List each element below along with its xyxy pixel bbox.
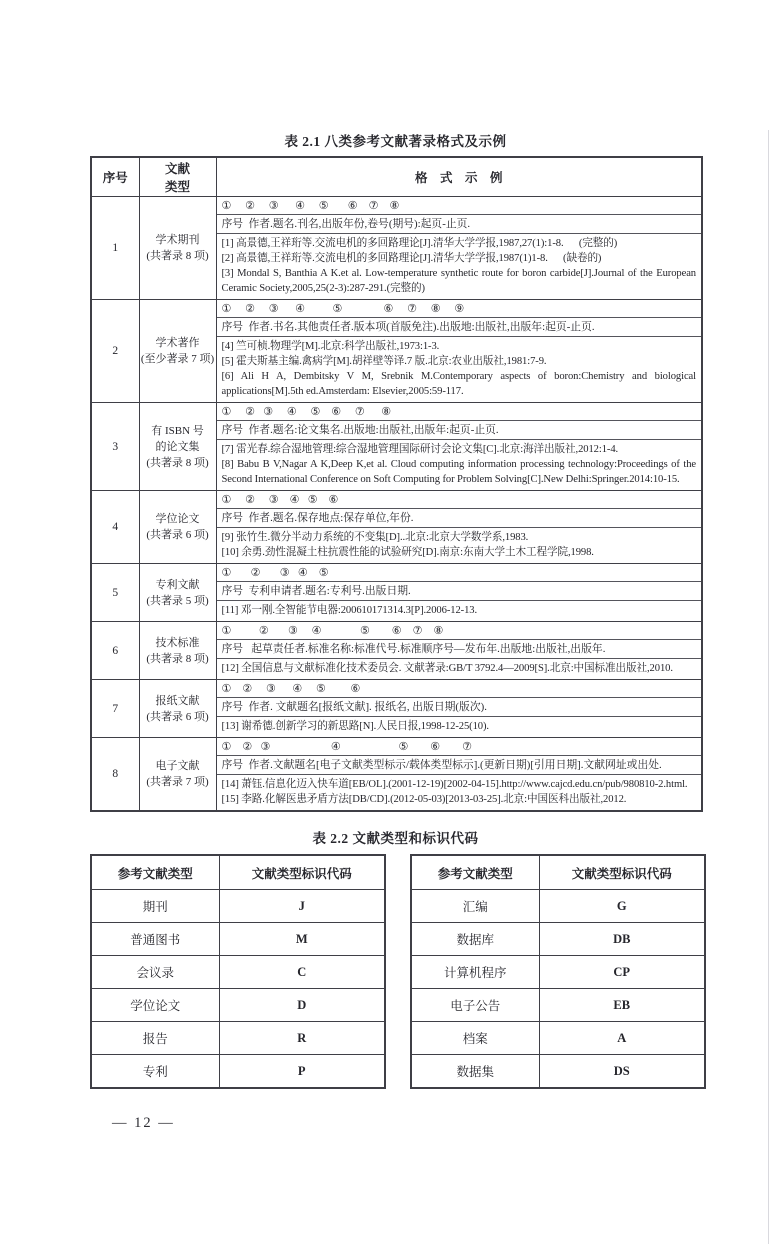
doc-type-line: (共著录 8 项) (146, 652, 209, 665)
row-seq-number: 8 (91, 738, 139, 812)
row-seq-number: 6 (91, 622, 139, 680)
table1-row (91, 680, 702, 738)
format-pattern: 序号 作者. 文献题名[报纸文献]. 报纸名, 出版日期(版次). (217, 698, 702, 717)
type-code-cell: A (539, 1022, 705, 1055)
doc-type-cell: 会议录 (91, 956, 219, 989)
table1-row (91, 738, 702, 812)
row-doc-type (139, 680, 216, 738)
doc-type-cell: 报告 (91, 1022, 219, 1055)
doc-type-line: 电子文献 (155, 760, 200, 772)
format-examples (217, 717, 702, 737)
doc-type-line: (共著录 5 项) (146, 594, 209, 607)
type-code-cell: C (219, 956, 385, 989)
doc-type-line: (共著录 6 项) (146, 529, 209, 541)
format-pattern: 序号 专利申请者.题名:专利号.出版日期. (217, 582, 702, 601)
table1-row (91, 622, 702, 680)
page-number: — 12 — (112, 1115, 175, 1131)
type-code-cell: G (539, 890, 705, 923)
doc-type-line: 有 ISBN 号 (151, 424, 204, 437)
doc-type-line: 学术期刊 (155, 234, 200, 246)
format-examples (217, 659, 702, 679)
table2-left-header-code: 文献类型标识代码 (219, 855, 385, 890)
type-code-cell: EB (539, 989, 705, 1022)
type-code-cell: P (219, 1055, 385, 1089)
doc-type-line: (共著录 6 项) (146, 710, 209, 723)
row-seq-number: 2 (91, 300, 139, 403)
example-line: [1] 高景德,王祥珩等.交流电机的多回路理论[J].清华大学学报,1987,27(1):1-8. (完整的) (221, 238, 618, 249)
row-format-cell (216, 680, 702, 738)
table2-right-header-code: 文献类型标识代码 (539, 855, 705, 890)
format-pattern: 序号 作者.题名:论文集名.出版地:出版社,出版年:起页-止页. (217, 421, 702, 440)
example-line: [5] 霍夫斯基主编.禽病学[M].胡祥壁等译.7 版.北京:农业出版社,1981:7-9. (221, 356, 547, 367)
document-page (0, 130, 776, 1244)
doc-type-line: (至少著录 7 项) (140, 353, 215, 365)
format-examples (217, 601, 702, 621)
type-code-cell: D (219, 989, 385, 1022)
doc-type-cell: 汇编 (411, 890, 539, 923)
example-line: [10] 余勇.劲性混凝土柱抗震性能的试验研究[D].南京:东南大学土木工程学院,1998. (221, 547, 594, 558)
format-pattern: 序号 作者.题名.保存地点:保存单位,年份. (217, 509, 702, 528)
format-examples (217, 337, 702, 402)
table1-header-format: 格 式 示 例 (216, 157, 702, 197)
table2-row (411, 1022, 705, 1055)
row-doc-type (139, 738, 216, 812)
field-number-marks: ① ② ③ ④ ⑤ ⑥ (217, 491, 702, 509)
table1-row (91, 300, 702, 403)
table2-row (91, 1055, 385, 1089)
row-format-cell (216, 491, 702, 564)
doc-type-line: (共著录 8 项) (146, 250, 209, 262)
table2-right-header-row (411, 855, 705, 890)
example-line: [7] 雷光春.综合湿地管理:综合湿地管理国际研讨会论文集[C].北京:海洋出版社,2012:1-4. (221, 444, 619, 455)
table2-row (91, 989, 385, 1022)
doc-type-cell: 电子公告 (411, 989, 539, 1022)
type-code-cell: DB (539, 923, 705, 956)
row-seq-number: 5 (91, 564, 139, 622)
row-doc-type (139, 300, 216, 403)
example-line: [12] 全国信息与文献标准化技术委员会. 文献著录:GB/T 3792.4—2009[S].北京:中国标准出版社,2010. (221, 663, 673, 674)
table1-header-type-line2: 类型 (164, 180, 190, 194)
doc-type-line: 学术著作 (155, 337, 200, 349)
field-number-marks: ① ② ③ ④ ⑤ ⑥ (217, 680, 702, 698)
table1-row (91, 564, 702, 622)
table1-header-row (91, 157, 702, 197)
table2-title: 表 2.2 文献类型和标识代码 (312, 831, 479, 846)
row-seq-number: 1 (91, 197, 139, 300)
table2-left-header-row (91, 855, 385, 890)
example-line: [3] Mondal S, Banthia A K.et al. Low-temperature synthetic route for boron carbide[J].Journal of the European Ceramic Society,2005,25(2-3):287-291.(完整的) (221, 268, 699, 294)
table2-row (91, 923, 385, 956)
format-pattern: 序号 起草责任者.标准名称:标准代号.标准顺序号—发布年.出版地:出版社,出版年. (217, 640, 702, 659)
example-line: [9] 张竹生.微分半动力系统的不变集[D]..北京:北京大学数学系,1983. (221, 532, 529, 543)
type-code-cell: J (219, 890, 385, 923)
field-number-marks: ① ② ③ ④ ⑤ (217, 564, 702, 582)
table2-row (411, 890, 705, 923)
row-seq-number: 7 (91, 680, 139, 738)
row-format-cell (216, 300, 702, 403)
doc-type-line: 专利文献 (155, 578, 200, 591)
doc-type-line: 的论文集 (155, 440, 200, 453)
format-examples (217, 440, 702, 490)
doc-type-cell: 期刊 (91, 890, 219, 923)
table2-row (91, 890, 385, 923)
example-line: [13] 谢希德.创新学习的新思路[N].人民日报,1998-12-25(10). (221, 721, 489, 732)
row-seq-number: 4 (91, 491, 139, 564)
table1-header-seq: 序号 (91, 157, 139, 197)
row-doc-type (139, 197, 216, 300)
row-format-cell (216, 197, 702, 300)
page-right-edge (768, 130, 769, 1244)
table2-type-codes (90, 854, 701, 1089)
row-format-cell (216, 622, 702, 680)
table1-header-type (139, 157, 216, 197)
row-format-cell (216, 403, 702, 491)
example-line: [15] 李路.化解医患矛盾方法[DB/CD].(2012-05-03)[2013-03-25].北京:中国医科出版社,2012. (221, 794, 627, 805)
example-line: [4] 竺可桢.物理学[M].北京:科学出版社,1973:1-3. (221, 341, 440, 352)
row-doc-type (139, 403, 216, 491)
type-code-cell: M (219, 923, 385, 956)
doc-type-cell: 数据库 (411, 923, 539, 956)
field-number-marks: ① ② ③ ④ ⑤ ⑥ ⑦ (217, 738, 702, 756)
field-number-marks: ① ② ③ ④ ⑤ ⑥ ⑦ ⑧ (217, 197, 702, 215)
example-line: [8] Babu B V,Nagar A K,Deep K,et al. Cloud computing information processing technology:Proceedings of the Second International Conference on Soft Computing for Problem Solving[C].New Delhi:Springer.2014:10-15. (221, 459, 699, 485)
table1-title: 表 2.1 八类参考文献著录格式及示例 (284, 134, 507, 149)
table2-row (411, 989, 705, 1022)
example-line: [2] 高景德,王祥珩等.交流电机的多回路理论[J].清华大学学报,1987(1)1-8. (缺卷的) (221, 253, 602, 264)
type-code-cell: CP (539, 956, 705, 989)
type-code-cell: DS (539, 1055, 705, 1089)
format-examples (217, 234, 702, 299)
row-doc-type (139, 622, 216, 680)
table2-row (91, 956, 385, 989)
table1-row (91, 491, 702, 564)
format-pattern: 序号 作者.题名.刊名,出版年份,卷号(期号):起页-止页. (217, 215, 702, 234)
example-line: [6] Ali H A, Dembitsky V M, Srebnik M.Contemporary aspects of boron:Chemistry and biological applications[M].5th ed.Amsterdam: Elsevier,2005:59-117. (221, 371, 699, 397)
format-examples (217, 775, 702, 810)
table2-row (411, 923, 705, 956)
field-number-marks: ① ② ③ ④ ⑤ ⑥ ⑦ ⑧ ⑨ (217, 300, 702, 318)
table1-row (91, 403, 702, 491)
example-line: [14] 萧钰.信息化迈入快车道[EB/OL].(2001-12-19)[2002-04-15].http://www.cajcd.edu.cn/pub/980810-2.html. (221, 779, 688, 790)
doc-type-line: (共著录 8 项) (146, 456, 209, 469)
row-format-cell (216, 564, 702, 622)
row-seq-number: 3 (91, 403, 139, 491)
doc-type-cell: 档案 (411, 1022, 539, 1055)
table2-right-header-type: 参考文献类型 (411, 855, 539, 890)
table2-row (411, 956, 705, 989)
row-doc-type (139, 491, 216, 564)
format-pattern: 序号 作者.文献题名[电子文献类型标示/载体类型标示].(更新日期)[引用日期].文献网址或出处. (217, 756, 702, 775)
type-code-cell: R (219, 1022, 385, 1055)
doc-type-line: 学位论文 (155, 513, 200, 525)
table2-right (410, 854, 706, 1089)
doc-type-cell: 专利 (91, 1055, 219, 1089)
doc-type-cell: 普通图书 (91, 923, 219, 956)
table2-row (91, 1022, 385, 1055)
doc-type-cell: 计算机程序 (411, 956, 539, 989)
doc-type-line: 技术标准 (155, 636, 200, 649)
table1-header-type-line1: 文献 (164, 162, 190, 176)
format-pattern: 序号 作者.书名.其他责任者.版本项(首版免注).出版地:出版社,出版年:起页-止页. (217, 318, 702, 337)
field-number-marks: ① ② ③ ④ ⑤ ⑥ ⑦ ⑧ (217, 622, 702, 640)
table2-left-header-type: 参考文献类型 (91, 855, 219, 890)
example-line: [11] 邓一刚.全智能节电器:200610171314.3[P].2006-12-13. (221, 605, 478, 616)
doc-type-line: 报纸文献 (155, 694, 200, 707)
row-doc-type (139, 564, 216, 622)
table1-reference-formats (90, 156, 703, 812)
format-examples (217, 528, 702, 563)
table1-row (91, 197, 702, 300)
table2-left (90, 854, 386, 1089)
table2-row (411, 1055, 705, 1089)
field-number-marks: ① ② ③ ④ ⑤ ⑥ ⑦ ⑧ (217, 403, 702, 421)
doc-type-line: (共著录 7 项) (146, 776, 209, 788)
row-format-cell (216, 738, 702, 812)
doc-type-cell: 数据集 (411, 1055, 539, 1089)
doc-type-cell: 学位论文 (91, 989, 219, 1022)
